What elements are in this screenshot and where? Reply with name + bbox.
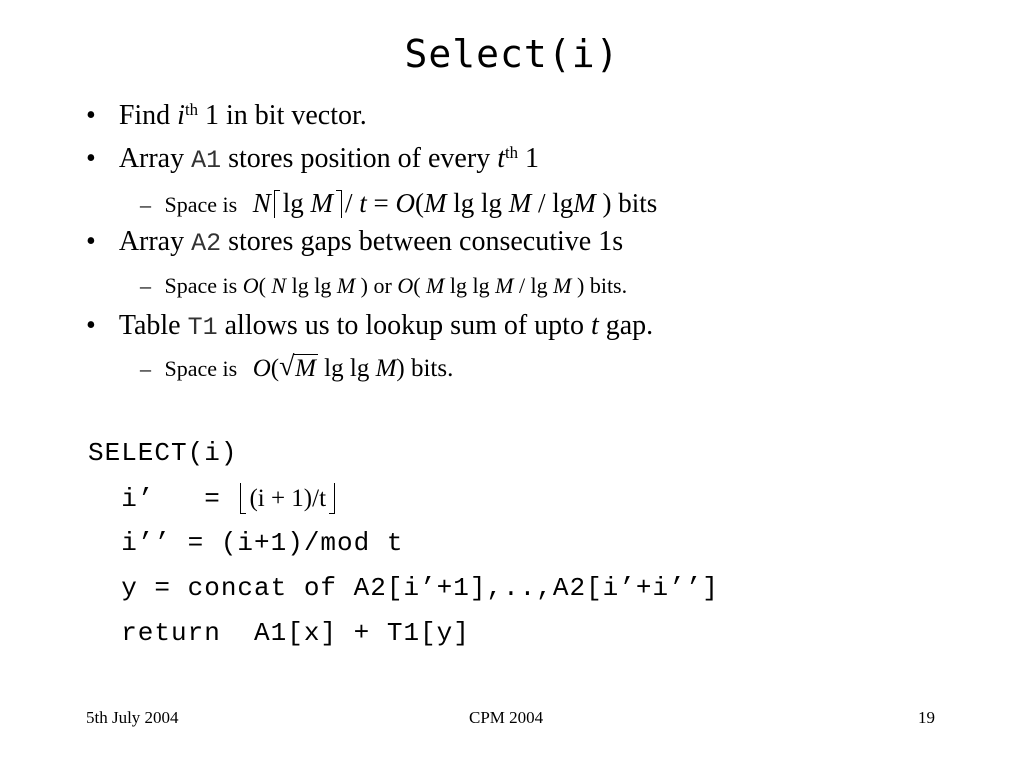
sub-bullet-a2-space: – Space is O( N lg lg M ) or O( M lg lg M / lg M ) bits. <box>140 273 628 298</box>
footer-page-number: 19 <box>918 708 935 727</box>
space-formula-a1: N lg M / t = O(M lg lg M / lgM ) bits <box>252 188 658 218</box>
dash: – <box>140 192 151 217</box>
bullet-find: • Find $i^{th}$ 1 in bit vector. <box>86 100 367 131</box>
code-line-i-double-prime: i’’ = (i+1)/mod t <box>88 528 404 558</box>
bullet-dot: • <box>86 143 96 174</box>
sqrt-symbol: √ M <box>279 351 316 382</box>
dash: – <box>140 273 151 298</box>
sub-bullet-t1-space: – Space is O( √ M lg lg M) bits. <box>140 351 454 382</box>
footer-date: 5th July 2004 <box>86 708 179 727</box>
code-line-i-prime: i’ = (i + 1)/t <box>88 483 338 514</box>
code-line-return: return A1[x] + T1[y] <box>88 618 470 648</box>
code-line-concat: y = concat of A2[i’+1],..,A2[i’+i’’] <box>88 573 719 603</box>
page-title: Select(i) <box>404 32 620 76</box>
ceil-left <box>274 190 280 218</box>
code-line-select: SELECT(i) <box>88 438 238 468</box>
space-formula-t1: O( √ M lg lg M) bits. <box>252 351 454 382</box>
ceil-right <box>336 190 342 218</box>
bullet-dot: • <box>86 100 96 131</box>
sub-bullet-a1-space: – Space is N lg M / t = O(M lg lg M / lgM ) bits <box>140 188 658 218</box>
bullet-table-t1: • Table T1 allows us to lookup sum of upto t gap. <box>86 310 654 342</box>
dash: – <box>140 356 151 381</box>
bullet-dot: • <box>86 226 96 257</box>
floor-right <box>329 483 335 514</box>
bullet-array-a1: • Array A1 stores position of every $t^{th}$ 1 <box>86 143 540 175</box>
footer-conference: CPM 2004 <box>469 708 544 727</box>
bullet-dot: • <box>86 310 96 341</box>
floor-left <box>240 483 246 514</box>
bullet-array-a2: • Array A2 stores gaps between consecutive 1s <box>86 226 624 258</box>
